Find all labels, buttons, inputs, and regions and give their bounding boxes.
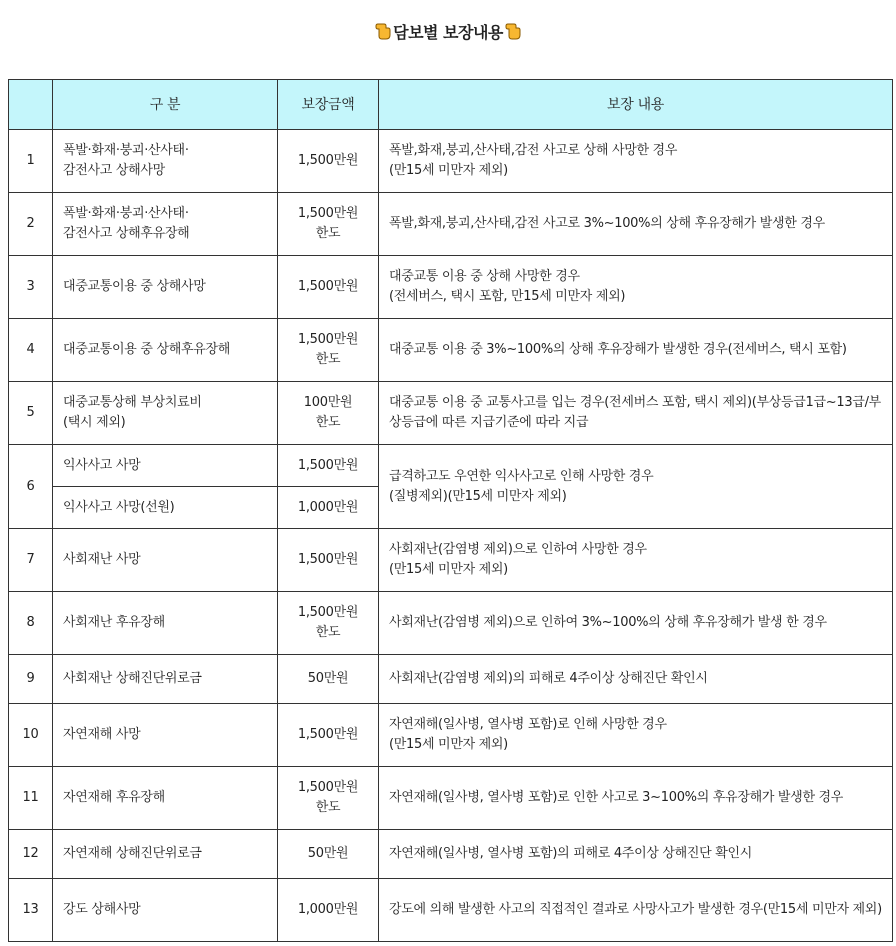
coverage-amount: 1,500만원 [278, 445, 379, 487]
row-number: 4 [9, 319, 53, 382]
table-row [9, 592, 893, 655]
table-row [9, 655, 893, 704]
coverage-name: 사회재난 사망 [53, 529, 278, 592]
coverage-amount: 50만원 [278, 830, 379, 879]
coverage-amount: 1,500만원 [278, 704, 379, 767]
table-row [9, 382, 893, 445]
coverage-description: 사회재난(감염병 제외)으로 인하여 3%~100%의 상해 후유장해가 발생 한 경우 [379, 592, 893, 655]
coverage-name: 폭발·화재·붕괴·산사태· 감전사고 상해사망 [53, 130, 278, 193]
coverage-description: 급격하고도 우연한 익사사고로 인해 사망한 경우 (질병제외)(만15세 미만자 제외) [379, 445, 893, 529]
coverage-description: 폭발,화재,붕괴,산사태,감전 사고로 3%~100%의 상해 후유장해가 발생한 경우 [379, 193, 893, 256]
coverage-description: 대중교통 이용 중 3%~100%의 상해 후유장해가 발생한 경우(전세버스, 택시 포함) [379, 319, 893, 382]
header-amount: 보장금액 [278, 80, 379, 130]
table-row [9, 529, 893, 592]
table-row [9, 879, 893, 942]
coverage-amount: 1,500만원 한도 [278, 193, 379, 256]
coverage-name: 사회재난 상해진단위로금 [53, 655, 278, 704]
coverage-name: 대중교통상해 부상치료비 (택시 제외) [53, 382, 278, 445]
coverage-amount: 1,000만원 [278, 879, 379, 942]
row-number: 3 [9, 256, 53, 319]
coverage-name: 익사사고 사망(선원) [53, 487, 278, 529]
coverage-amount: 1,500만원 한도 [278, 767, 379, 830]
row-number: 11 [9, 767, 53, 830]
table-row [9, 704, 893, 767]
table-row [9, 830, 893, 879]
table-row [9, 319, 893, 382]
header-description: 보장 내용 [379, 80, 893, 130]
coverage-name: 강도 상해사망 [53, 879, 278, 942]
coverage-name: 사회재난 후유장해 [53, 592, 278, 655]
coverage-name: 폭발·화재·붕괴·산사태· 감전사고 상해후유장해 [53, 193, 278, 256]
row-number: 2 [9, 193, 53, 256]
pointing-hand-icon [505, 22, 521, 40]
row-number: 6 [9, 445, 53, 529]
coverage-description: 자연재해(일사병, 열사병 포함)의 피해로 4주이상 상해진단 확인시 [379, 830, 893, 879]
row-number: 12 [9, 830, 53, 879]
row-number: 1 [9, 130, 53, 193]
coverage-amount: 100만원 한도 [278, 382, 379, 445]
coverage-name: 익사사고 사망 [53, 445, 278, 487]
coverage-amount: 1,000만원 [278, 487, 379, 529]
coverage-amount: 1,500만원 [278, 256, 379, 319]
row-number: 7 [9, 529, 53, 592]
row-number: 10 [9, 704, 53, 767]
coverage-name: 자연재해 후유장해 [53, 767, 278, 830]
table-row [9, 193, 893, 256]
coverage-description: 강도에 의해 발생한 사고의 직접적인 결과로 사망사고가 발생한 경우(만15세 미만자 제외) [379, 879, 893, 942]
table-row [9, 445, 893, 487]
row-number: 8 [9, 592, 53, 655]
coverage-amount: 1,500만원 한도 [278, 319, 379, 382]
coverage-name: 자연재해 상해진단위로금 [53, 830, 278, 879]
page-title-text: 담보별 보장내용 [393, 22, 503, 42]
header-category: 구 분 [53, 80, 278, 130]
coverage-name: 대중교통이용 중 상해사망 [53, 256, 278, 319]
coverage-amount: 50만원 [278, 655, 379, 704]
page-title [0, 16, 896, 46]
coverage-description: 대중교통 이용 중 상해 사망한 경우 (전세버스, 택시 포함, 만15세 미만자 제외) [379, 256, 893, 319]
coverage-description: 사회재난(감염병 제외)으로 인하여 사망한 경우 (만15세 미만자 제외) [379, 529, 893, 592]
row-number: 9 [9, 655, 53, 704]
coverage-description: 자연재해(일사병, 열사병 포함)로 인해 사망한 경우 (만15세 미만자 제외) [379, 704, 893, 767]
table-row [9, 767, 893, 830]
header-number [9, 80, 53, 130]
row-number: 5 [9, 382, 53, 445]
coverage-description: 폭발,화재,붕괴,산사태,감전 사고로 상해 사망한 경우 (만15세 미만자 제외) [379, 130, 893, 193]
coverage-name: 자연재해 사망 [53, 704, 278, 767]
coverage-name: 대중교통이용 중 상해후유장해 [53, 319, 278, 382]
table-row [9, 256, 893, 319]
pointing-hand-icon [375, 22, 391, 40]
coverage-amount: 1,500만원 [278, 130, 379, 193]
table-row [9, 130, 893, 193]
coverage-table [8, 79, 893, 942]
coverage-description: 사회재난(감염병 제외)의 피해로 4주이상 상해진단 확인시 [379, 655, 893, 704]
table-header-row [9, 80, 893, 130]
row-number: 13 [9, 879, 53, 942]
coverage-description: 자연재해(일사병, 열사병 포함)로 인한 사고로 3~100%의 후유장해가 발생한 경우 [379, 767, 893, 830]
coverage-amount: 1,500만원 한도 [278, 592, 379, 655]
coverage-amount: 1,500만원 [278, 529, 379, 592]
coverage-description: 대중교통 이용 중 교통사고를 입는 경우(전세버스 포함, 택시 제외)(부상등급1급~13급/부상등급에 따른 지급기준에 따라 지급 [379, 382, 893, 445]
